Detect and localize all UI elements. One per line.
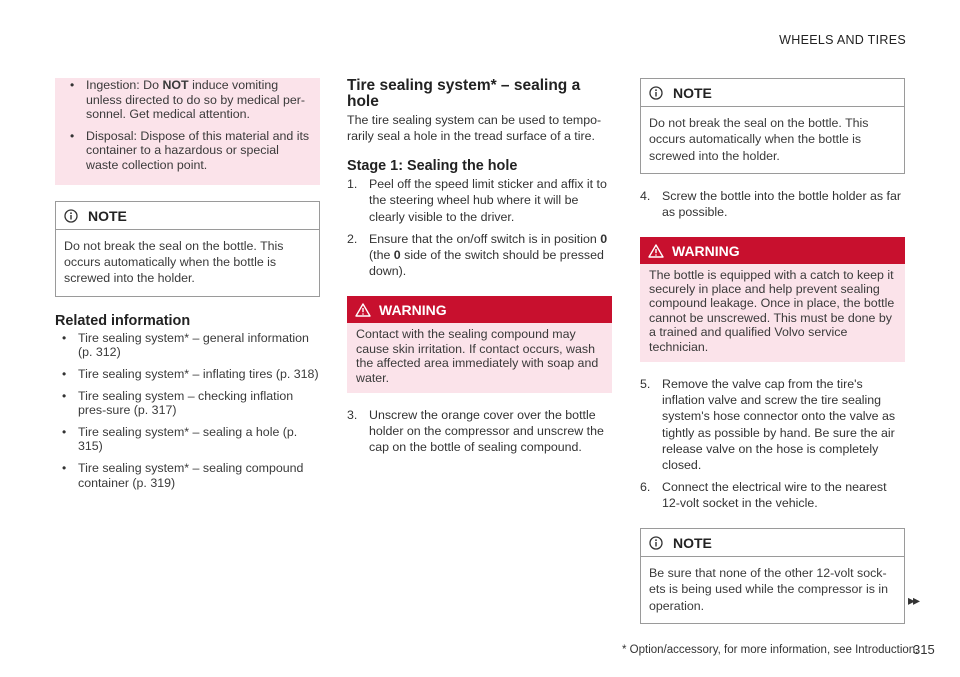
note-title: NOTE [88, 207, 127, 224]
hazard-list [63, 78, 310, 173]
note-title: NOTE [673, 534, 712, 551]
warning-triangle-icon [648, 244, 664, 258]
emphasis-not: NOT [162, 78, 189, 92]
warning-box [347, 296, 612, 393]
stage-heading: Stage 1: Sealing the hole [347, 158, 518, 175]
info-icon [649, 86, 663, 100]
step-item: 1. Peel off the speed limit sticker and affix it to the steering wheel hub where it will be clearly visible to the driver. [347, 177, 607, 224]
warning-box [640, 237, 905, 362]
warning-title: WARNING [672, 242, 740, 259]
page-number: 315 [913, 642, 935, 657]
note-box [55, 201, 320, 297]
related-information-heading: Related information [55, 312, 191, 329]
note-body: Do not break the seal on the bottle. This occurs automatically when the bottle is screwed into the holder. [649, 116, 869, 163]
info-icon [649, 536, 663, 550]
column-middle [347, 78, 612, 462]
related-links-list [55, 331, 320, 490]
note-box [640, 78, 905, 174]
steps-list-continued [640, 376, 905, 512]
hazard-info-box [55, 78, 320, 185]
related-link[interactable]: • Tire sealing system* – sealing compound container (p. 319) [55, 461, 320, 490]
step-item: 3. Unscrew the orange cover over the bottle holder on the compressor and unscrew the cap on the bottle of sealing compound. [347, 408, 604, 455]
related-link[interactable]: • Tire sealing system* – sealing a hole (p. 315) [55, 425, 320, 454]
related-link[interactable]: • Tire sealing system* – general information (p. 312) [55, 331, 320, 360]
list-item: • Disposal: Dispose of this material and its container to a hazardous or special waste collection point. [63, 129, 310, 173]
step-item: 6. Connect the electrical wire to the nearest 12-volt socket in the vehicle. [640, 480, 887, 511]
step-item: 5. Remove the valve cap from the tire's inflation valve and screw the tire sealing system's hose connector onto the valve as tightly as possible by hand. Be sure the air release valve on the hose is completely closed. [640, 377, 896, 473]
step-item: 4. Screw the bottle into the bottle holder as far as possible. [640, 189, 902, 220]
steps-list [640, 188, 905, 220]
list-item: • Ingestion: Do NOT induce vomiting unless directed to do so by medical per-sonnel. Get medical attention. [63, 78, 310, 122]
warning-title: WARNING [379, 302, 447, 319]
intro-paragraph: The tire sealing system can be used to tempo-rarily seal a hole in the tread surface of a tire. [347, 113, 602, 143]
footnote: * Option/accessory, for more information, see Introduction. [622, 644, 919, 656]
column-left [55, 78, 320, 497]
info-icon [64, 209, 78, 223]
related-link[interactable]: • Tire sealing system* – inflating tires (p. 318) [55, 367, 320, 382]
warning-body: Contact with the sealing compound may cause skin irritation. If contact occurs, wash the affected area immediately with soap and water. [347, 323, 612, 393]
continued-arrows-icon: ▸▸ [908, 592, 919, 608]
step-item: 2. Ensure that the on/off switch is in position 0 (the 0 side of the switch should be pressed down). [347, 231, 608, 279]
steps-list-continued [347, 407, 612, 456]
note-title: NOTE [673, 85, 712, 101]
warning-body: The bottle is equipped with a catch to keep it securely in place and help prevent sealing compound leakage. Once in place, the bottle cannot be unscrewed. This must be done by a trained and qualified Volvo service technician. [640, 264, 905, 362]
related-link[interactable]: • Tire sealing system – checking inflation pres-sure (p. 317) [55, 389, 320, 418]
steps-list [347, 176, 612, 279]
note-box [640, 528, 905, 624]
warning-triangle-icon [355, 303, 371, 317]
column-right [640, 78, 905, 624]
section-header: WHEELS AND TIRES [779, 33, 906, 47]
note-body: Be sure that none of the other 12-volt sock-ets is being used while the compressor is in operation. [649, 565, 888, 613]
section-title: Tire sealing system* – sealing a hole [347, 77, 581, 110]
note-body: Do not break the seal on the bottle. This occurs automatically when the bottle is screwed into the holder. [64, 238, 284, 286]
